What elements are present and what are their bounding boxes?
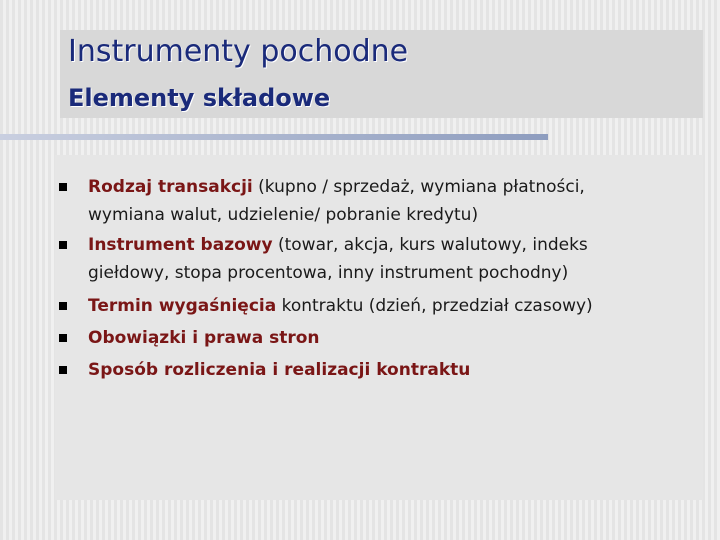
bullet-square-icon — [59, 366, 67, 374]
bullet-text — [88, 324, 688, 352]
bullet-text-continuation: giełdowy, stopa procentowa, inny instrument pochodny) — [88, 263, 569, 283]
bullet-description: kontraktu (dzień, przedział czasowy) — [276, 296, 593, 316]
content-panel — [55, 155, 703, 500]
bullet-square-icon — [59, 334, 67, 342]
bullet-emphasis: Instrument bazowy — [88, 235, 273, 255]
bullet-description: (towar, akcja, kurs walutowy, indeks — [272, 235, 588, 255]
bullet-emphasis: Obowiązki i prawa stron — [88, 328, 320, 348]
slide-title: Instrumenty pochodne — [68, 34, 409, 69]
bullet-text — [88, 173, 688, 201]
bullet-text-continuation: wymiana walut, udzielenie/ pobranie kredytu) — [88, 205, 479, 225]
slide-subtitle: Elementy składowe — [68, 84, 331, 112]
bullet-square-icon — [59, 183, 67, 191]
bullet-emphasis: Sposób rozliczenia i realizacji kontraktu — [88, 360, 471, 380]
bullet-text — [88, 231, 688, 259]
bullet-text — [88, 356, 688, 384]
bullet-emphasis: Rodzaj transakcji — [88, 177, 253, 197]
bullet-square-icon — [59, 302, 67, 310]
bullet-text — [88, 292, 688, 320]
divider-bar — [0, 134, 548, 140]
bullet-square-icon — [59, 241, 67, 249]
bullet-emphasis: Termin wygaśnięcia — [88, 296, 277, 316]
bullet-description: (kupno / sprzedaż, wymiana płatności, — [252, 177, 585, 197]
